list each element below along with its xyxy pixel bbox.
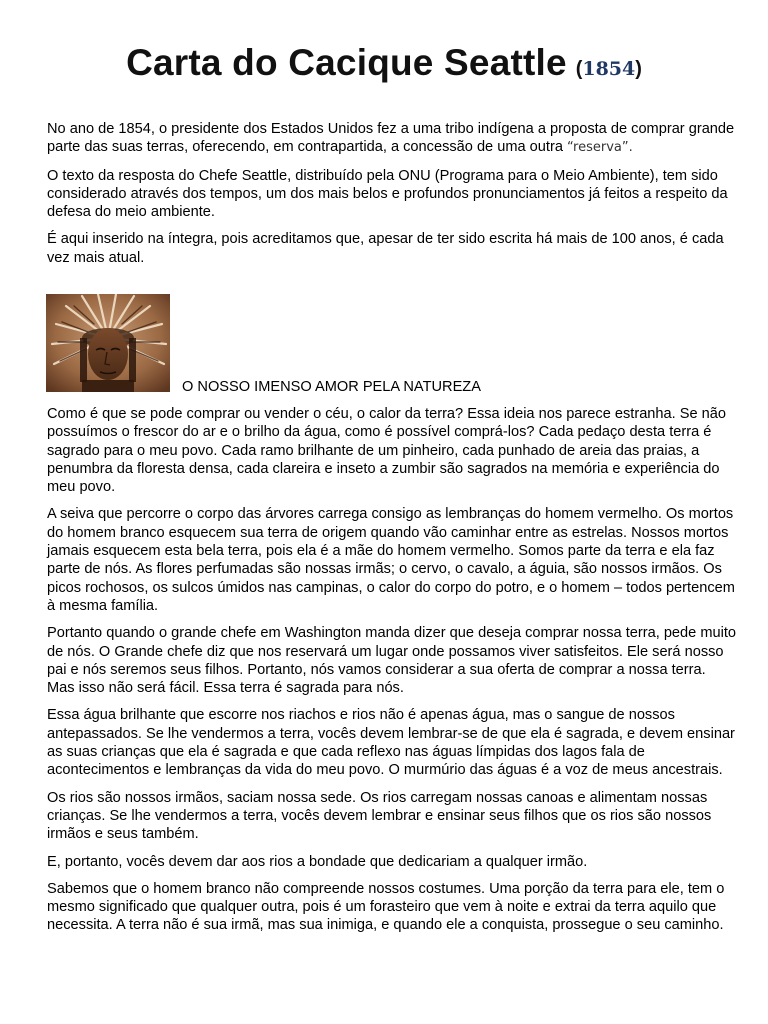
letter-paragraph-7: Sabemos que o homem branco não compreende nossos costumes. Uma porção da terra para ele, tem o mesmo significado que qualquer outra, pois é um forasteiro que vem à noite e extrai da terra aquilo que necessita. A terra não é sua irmã, mas sua inimiga, e quando ele a conquista, prossegue o seu caminho. [47,880,725,934]
letter-body [47,405,737,944]
chief-portrait-icon [46,294,170,392]
letter-paragraph-5: Os rios são nossos irmãos, saciam nossa sede. Os rios carregam nossas canoas e alimentam nossas crianças. Se lhe vendermos a terra, vocês devem lembrar e ensinar seus filhos que os rios são nossos irmãos e seus também. [47,789,712,843]
chief-portrait-image [46,294,170,392]
page-title [0,42,768,84]
intro-section [47,120,737,276]
intro-paragraph-1-text: No ano de 1854, o presidente dos Estados Unidos fez a uma tribo indígena a proposta de comprar grande parte das suas terras, oferecendo, em contrapartida, a concessão de uma outra [47,121,735,156]
letter-paragraph-4: Essa água brilhante que escorre nos riachos e rios não é apenas água, mas o sangue de nossos antepassados. Se lhe vendermos a terra, vocês devem lembrar-se de que ela é sagrada, e devem ensinar as suas crianças que ela é sagrada e que cada reflexo nas águas límpidas dos lagos fala de acontecimentos e lembranças da vida do meu povo. O murmúrio das águas é a voz de meus ancestrais. [47,707,735,779]
letter-paragraph-2: A seiva que percorre o corpo das árvores carrega consigo as lembranças do homem vermelho. Os mortos do homem branco esquecem sua terra de origem quando vão caminhar entre as estrelas. Nossos mortos jamais esquecem esta bela terra, pois ela é a mãe do homem vermelho. Somos parte da terra e ela faz parte de nós. As flores perfumadas são nossas irmãs; o cervo, o cavalo, a águia, são nossos irmãos. Os picos rochosos, os sulcos úmidos nas campinas, o calor do corpo do potro, e o homem – todos pertencem à mesma família. [47,506,735,614]
title-text: Carta do Cacique Seattle [126,42,567,83]
section-heading: O NOSSO IMENSO AMOR PELA NATUREZA [182,379,481,395]
letter-paragraph-6: E, portanto, vocês devem dar aos rios a bondade que dedicariam a qualquer irmão. [47,853,588,870]
reserva-quote: “reserva”. [567,140,633,156]
intro-paragraph-3: É aqui inserido na íntegra, pois acreditamos que, apesar de ter sido escrita há mais de 100 anos, é cada vez mais atual. [47,231,724,266]
intro-paragraph-2: O texto da resposta do Chefe Seattle, distribuído pela ONU (Programa para o Meio Ambiente), tem sido considerado através dos tempos, um dos mais belos e profundos pronunciamentos já feitos a respeito da defesa do meio ambiente. [47,167,728,221]
title-year: 1854 [582,58,636,80]
title-paren-close: ) [635,58,642,80]
letter-paragraph-1: Como é que se pode comprar ou vender o céu, o calor da terra? Essa ideia nos parece estranha. Se não possuímos o frescor do ar e o brilho da água, como é possível comprá-los? Cada pedaço desta terra é sagrado para o meu povo. Cada ramo brilhante de um pinheiro, cada punhado de areia das praias, a penumbra da floresta densa, cada clareira e inseto a zumbir são sagrados na memória e experiência do meu povo. [47,406,727,496]
title-paren-open: ( [575,58,583,80]
letter-paragraph-3: Portanto quando o grande chefe em Washington manda dizer que deseja comprar nossa terra, pede muito de nós. O Grande chefe diz que nos reservará um lugar onde possamos viver satisfeitos. Ele será nosso pai e nós seremos seus filhos. Portanto, nós vamos considerar a sua oferta de comprar a nossa terra. Mas isso não será fácil. Essa terra é sagrada para nós. [47,625,737,697]
intro-paragraph-1 [47,120,737,158]
